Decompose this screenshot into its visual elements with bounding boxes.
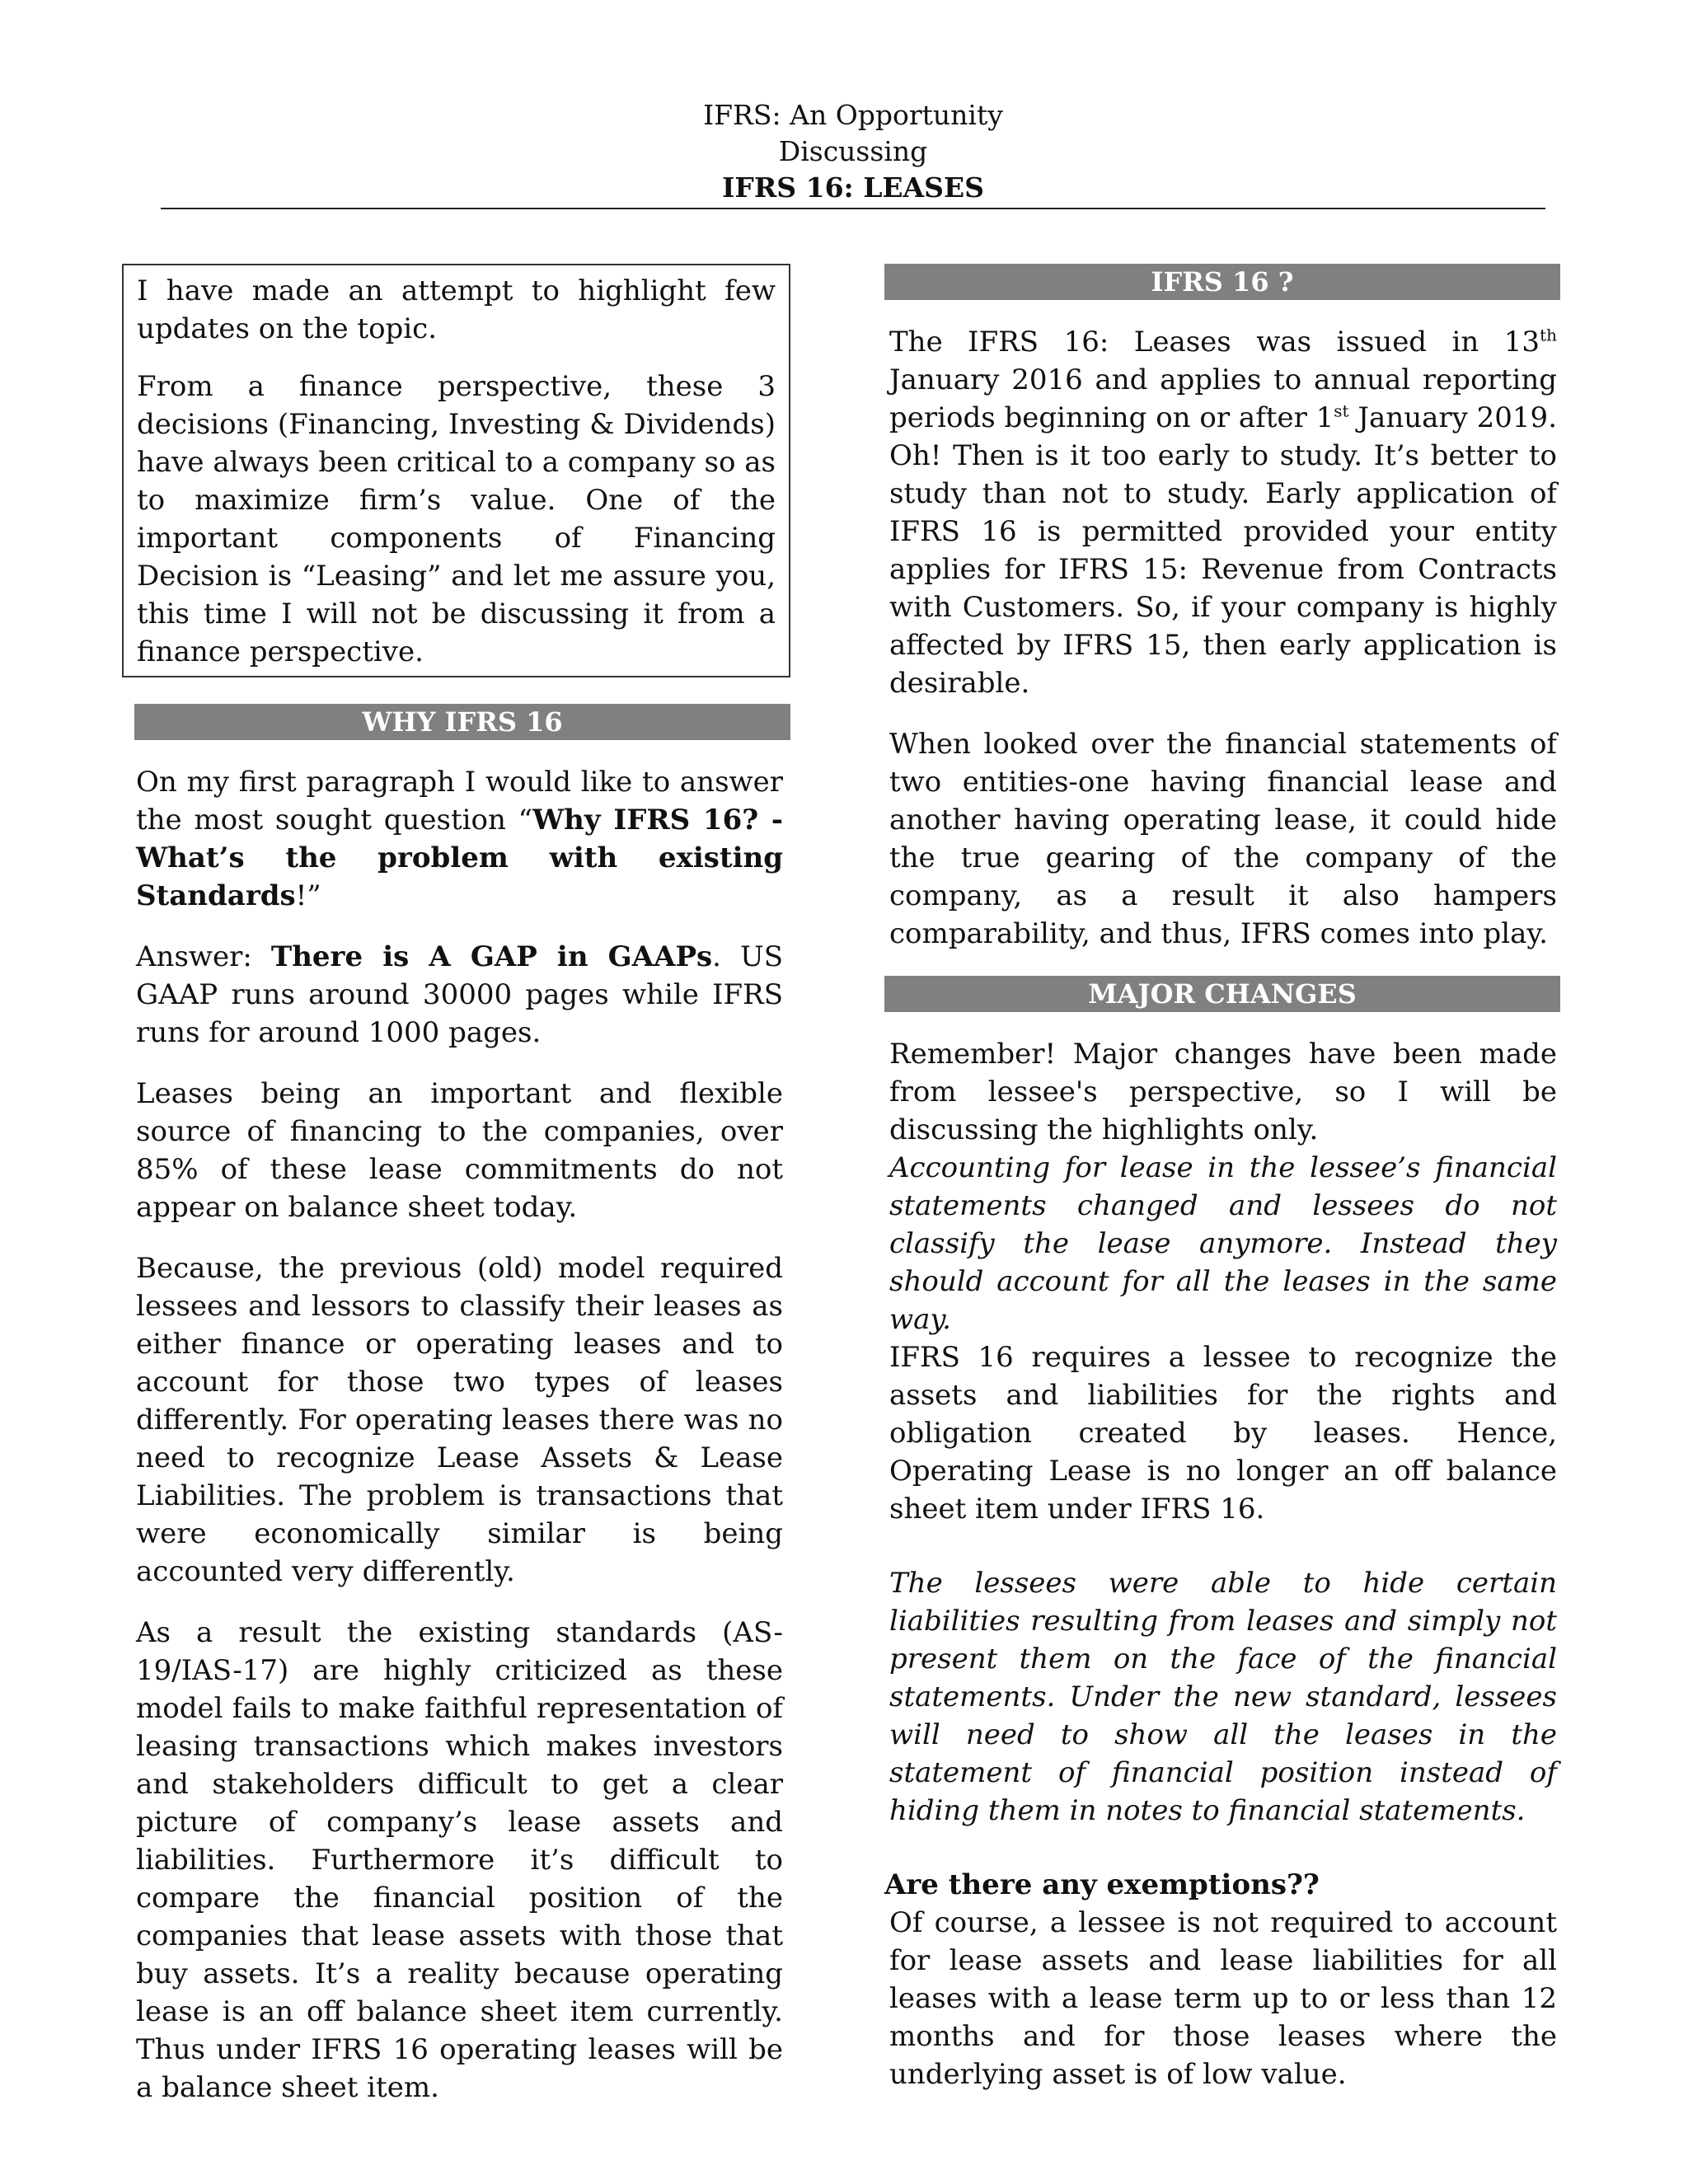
why-paragraph-1: On my first paragraph I would like to answer the most sought question “Why IFRS 16? - What’s the problem with existing Standards!”: [136, 766, 783, 912]
major-paragraph-3: IFRS 16 requires a lessee to recognize the assets and liabilities for the rights and obligation created by leases. Hence, Operating Lease is no longer an off balance sheet item under IFRS 16.: [889, 1341, 1557, 1526]
intro-paragraph-1: I have made an attempt to highlight few updates on the topic.: [137, 274, 776, 345]
why-ifrs16-heading: WHY IFRS 16: [134, 704, 790, 740]
why-paragraph-5: As a result the existing standards (AS-19/IAS-17) are highly criticized as these model fails to make faithful representation of leasing transactions which makes investors and stakeholders difficult to get a clear picture of company’s lease assets and liabilities. Furthermore it’s difficult to compare the financial position of the companies that lease assets with those that buy assets. It’s a reality because operating lease is an off balance sheet item currently. Thus under IFRS 16 operating leases will be a balance sheet item.: [136, 1616, 783, 2104]
major-paragraph-4-italic: The lessees were able to hide certain liabilities resulting from leases and simply not present them on the face of the financial statements. Under the new standard, lessees will need to show all the leases in the statement of financial position instead of hiding them in notes to financial statements.: [889, 1567, 1557, 1827]
why-paragraph-4: Because, the previous (old) model required lessees and lessors to classify their leases as either finance or operating leases and to account for those two types of leases differently. For operating leases there was no need to recognize Lease Assets & Lease Liabilities. The problem is transactions that were economically similar is being accounted very differently.: [136, 1252, 783, 1588]
header-title: IFRS 16: LEASES: [722, 171, 984, 204]
header-line-2: Discussing: [778, 135, 928, 167]
ifrs16-paragraph-2: When looked over the financial statements of two entities-one having financial lease and another having operating lease, it could hide the true gearing of the company of the company, as a result it also hampers comparability, and thus, IFRS comes into play.: [889, 728, 1557, 950]
why-paragraph-3: Leases being an important and flexible source of financing to the companies, over 85% of these lease commitments do not appear on balance sheet today.: [136, 1077, 783, 1224]
right-column: [884, 264, 1560, 2093]
why-paragraph-2: Answer: There is A GAP in GAAPs. US GAAP runs around 30000 pages while IFRS runs for around 1000 pages.: [136, 940, 783, 1049]
major-paragraph-1: Remember! Major changes have been made from lessee's perspective, so I will be discussing the highlights only.: [889, 1038, 1557, 1146]
major-paragraph-2-italic: Accounting for lease in the lessee’s financial statements changed and lessees do not classify the lease anymore. Instead they should account for all the leases in the same way.: [889, 1151, 1557, 1336]
why-question-bold: Why IFRS 16? - What’s the problem with existing Standards: [136, 804, 783, 912]
left-column: [122, 264, 798, 2130]
exemptions-heading: Are there any exemptions??: [884, 1868, 1320, 1901]
major-changes-heading: MAJOR CHANGES: [884, 976, 1560, 1012]
intro-box: [122, 264, 790, 677]
exemptions-paragraph: Of course, a lessee is not required to account for lease assets and lease liabilities for all leases with a lease term up to or less than 12 months and for those leases where the underlying asset is of low value.: [889, 1906, 1557, 2091]
gap-in-gaaps-bold: There is A GAP in GAAPs: [270, 940, 713, 973]
ifrs16-paragraph-1: The IFRS 16: Leases was issued in 13th January 2016 and applies to annual reporting periods beginning on or after 1st January 2019. Oh! Then is it too early to study. It’s better to study than not to study. Early application of IFRS 16 is permitted provided your entity applies for IFRS 15: Revenue from Contracts with Customers. So, if your company is highly affected by IFRS 15, then early application is desirable.: [889, 325, 1557, 700]
document-header: [161, 97, 1545, 206]
ifrs16-question-heading: IFRS 16 ?: [884, 264, 1560, 300]
header-rule: [161, 208, 1545, 209]
intro-paragraph-2: From a finance perspective, these 3 decisions (Financing, Investing & Dividends) have always been critical to a company so as to maximize firm’s value. One of the important components of Financing Decision is “Leasing” and let me assure you, this time I will not be discussing it from a finance perspective.: [137, 370, 776, 668]
header-line-1: IFRS: An Opportunity: [703, 99, 1003, 131]
